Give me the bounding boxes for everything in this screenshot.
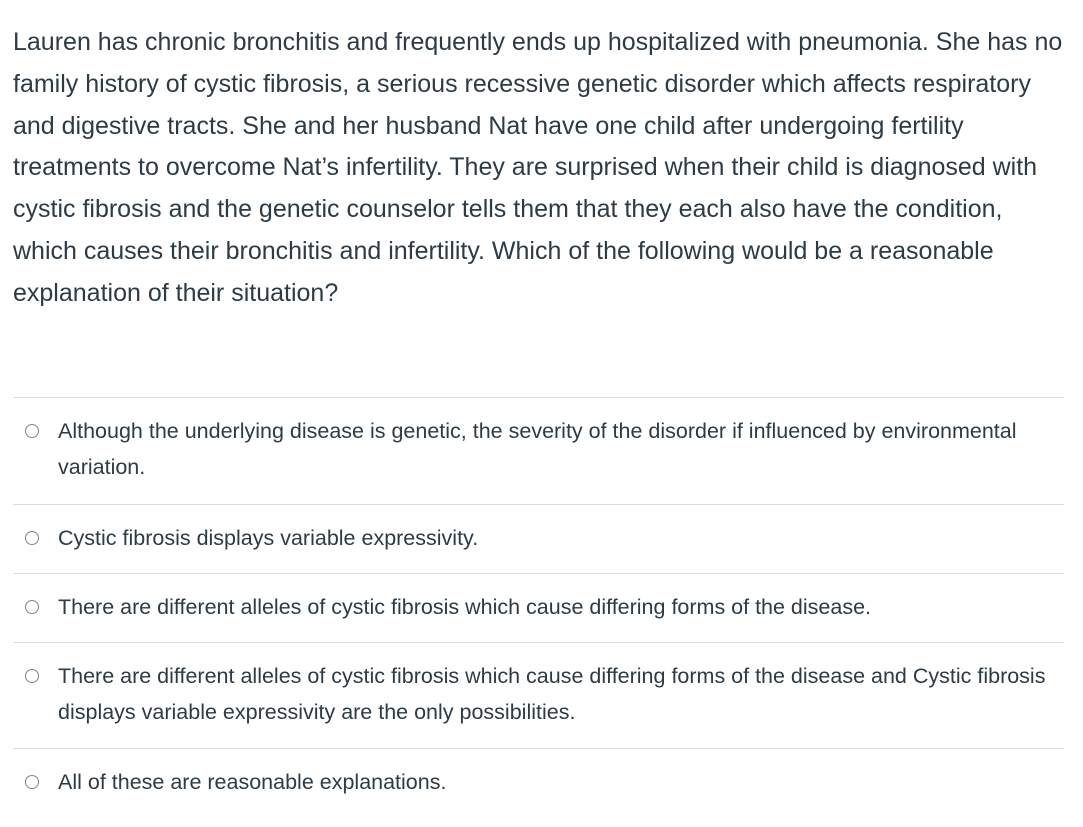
radio-button-icon[interactable]	[25, 775, 39, 789]
answer-option-3[interactable]	[13, 574, 1064, 642]
answer-option-5[interactable]	[13, 749, 1064, 819]
answer-label: Cystic fibrosis displays variable expressivity.	[58, 526, 479, 550]
answer-option-1[interactable]	[13, 398, 1064, 504]
answer-label: Although the underlying disease is genetic, the severity of the disorder if influenced by environmental variation.	[58, 419, 1017, 479]
answer-list	[13, 397, 1064, 819]
answer-label: There are different alleles of cystic fibrosis which cause differing forms of the disease.	[58, 595, 872, 619]
answer-label: All of these are reasonable explanations.	[58, 770, 447, 794]
answer-label: There are different alleles of cystic fibrosis which cause differing forms of the disease and Cystic fibrosis displays variable expressivity are the only possibilities.	[58, 664, 1046, 724]
radio-button-icon[interactable]	[25, 424, 39, 438]
answer-option-4[interactable]	[13, 643, 1064, 748]
radio-button-icon[interactable]	[25, 600, 39, 614]
radio-button-icon[interactable]	[25, 531, 39, 545]
answer-option-2[interactable]	[13, 505, 1064, 573]
radio-button-icon[interactable]	[25, 669, 39, 683]
question-text: Lauren has chronic bronchitis and frequently ends up hospitalized with pneumonia. She has no family history of cystic fibrosis, a serious recessive genetic disorder which affects respiratory and digestive tracts. She and her husband Nat have one child after undergoing fertility treatments to overcome Nat’s infertility. They are surprised when their child is diagnosed with cystic fibrosis and the genetic counselor tells them that they each also have the condition, which causes their bronchitis and infertility. Which of the following would be a reasonable explanation of their situation?	[13, 28, 1063, 307]
